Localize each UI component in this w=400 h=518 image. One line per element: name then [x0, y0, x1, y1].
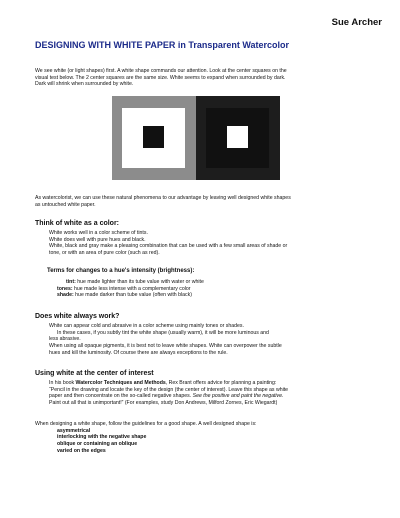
term-definition: hue made darker than tube value (often with black) — [73, 292, 192, 299]
intro-line: We see white (or light shapes) first. A white shape commands our attention. Look at the center squares on the — [35, 68, 287, 74]
intro-line: Dark will shrink when surrounded by white. — [35, 81, 134, 88]
paragraph-line: less abrasive. — [49, 336, 81, 343]
list-item-text: oblique or containing an oblique — [57, 441, 138, 448]
paragraph-line: In these cases, if you subtly tint the white shape (usually warm), it will be more luminous and — [57, 329, 269, 336]
center-of-interest-paragraph — [35, 380, 375, 407]
paragraph-line: White does well with pure hues and black. — [49, 236, 146, 243]
page-title: DESIGNING WITH WHITE PAPER in Transparent Watercolor — [35, 40, 290, 50]
text-span: In his book — [49, 380, 76, 386]
paragraph-line: White works well in a color scheme of tints. — [49, 230, 148, 236]
list-item — [35, 434, 375, 441]
list-item-text: varied on the edges — [57, 447, 106, 454]
list-item-text: asymmetrical — [57, 427, 91, 434]
black-square — [206, 108, 269, 168]
term-item — [35, 279, 375, 286]
white-square — [122, 108, 185, 168]
after-figure-paragraph — [35, 195, 375, 208]
term-definition: hue made less intense with a complementary color — [72, 285, 191, 292]
term-label: tones: — [57, 285, 73, 292]
intro-paragraph — [35, 68, 375, 88]
gray-panel — [112, 96, 196, 180]
paragraph-line: Paint out all that is unimportant!” (For examples, study Don Andrews, Milford Zornes, Eric Wiegardt) — [49, 400, 278, 407]
term-item — [35, 286, 375, 293]
terms-heading: Terms for changes to a hue's intensity (brightness): — [47, 268, 195, 274]
paragraph-line: When designing a white shape, follow the guidelines for a good shape. A well designed shape is: — [35, 421, 257, 427]
text-span: , Rex Brant offers advice for planning a painting: — [165, 380, 277, 386]
paragraph-line: As watercolorist, we can use these natural phenomena to our advantage by leaving well designed white shapes — [35, 195, 291, 201]
term-label: shade: — [57, 292, 74, 299]
emphasis-text: See the positive and paint the negative. — [192, 393, 284, 400]
paragraph-line — [35, 380, 375, 387]
dark-panel — [196, 96, 280, 180]
section-heading-white-as-color: Think of white as a color: — [35, 220, 120, 227]
paragraph-line: tone, or with an area of pure color (such as red). — [49, 250, 160, 257]
term-label: tint: — [66, 279, 76, 285]
paragraph-line: hues and kill the luminosity. Of course there are always exceptions to the rule. — [49, 349, 228, 356]
book-title: Watercolor Techniques and Methods — [75, 380, 166, 386]
paragraph-line: “Pencil in the drawing and locate the key of the design (the center of interest). Leave this shape as white — [49, 386, 289, 393]
list-item — [35, 441, 375, 448]
paragraph-line — [35, 393, 375, 400]
terms-list — [35, 279, 375, 299]
list-item — [35, 428, 375, 435]
section-heading-center-of-interest: Using white at the center of interest — [35, 370, 154, 377]
white-always-work-paragraph — [35, 323, 375, 357]
intro-line: visual test below. The 2 center squares are the same size. White seems to expand when surrounded by dark. — [35, 74, 286, 81]
paragraph-line: White, black and gray make a pleasing combination that can be used with a few small areas of shade or — [49, 243, 288, 250]
closing-paragraph — [35, 421, 375, 455]
paragraph-line: White can appear cold and abrasive in a color scheme using mainly tones or shades. — [49, 323, 244, 329]
term-item — [35, 292, 375, 299]
list-item-text: interlocking with the negative shape — [57, 434, 147, 441]
visual-test-figure — [112, 96, 280, 180]
paragraph-line: When using all opaque pigments, it is best not to leave white shapes. White can overpower the subtle — [49, 343, 282, 350]
author-name: Sue Archer — [331, 17, 382, 28]
term-definition: hue made lighter than its tube value with water or white — [75, 279, 204, 285]
section-heading-white-always-work: Does white always work? — [35, 313, 120, 320]
text-span: paper and then concentrate on the so-called negative shapes. — [49, 393, 193, 400]
white-center-square — [227, 126, 248, 148]
black-center-square — [143, 126, 164, 148]
white-as-color-paragraph — [35, 230, 375, 257]
paragraph-line: as untouched white paper. — [35, 201, 96, 208]
list-item — [35, 448, 375, 455]
